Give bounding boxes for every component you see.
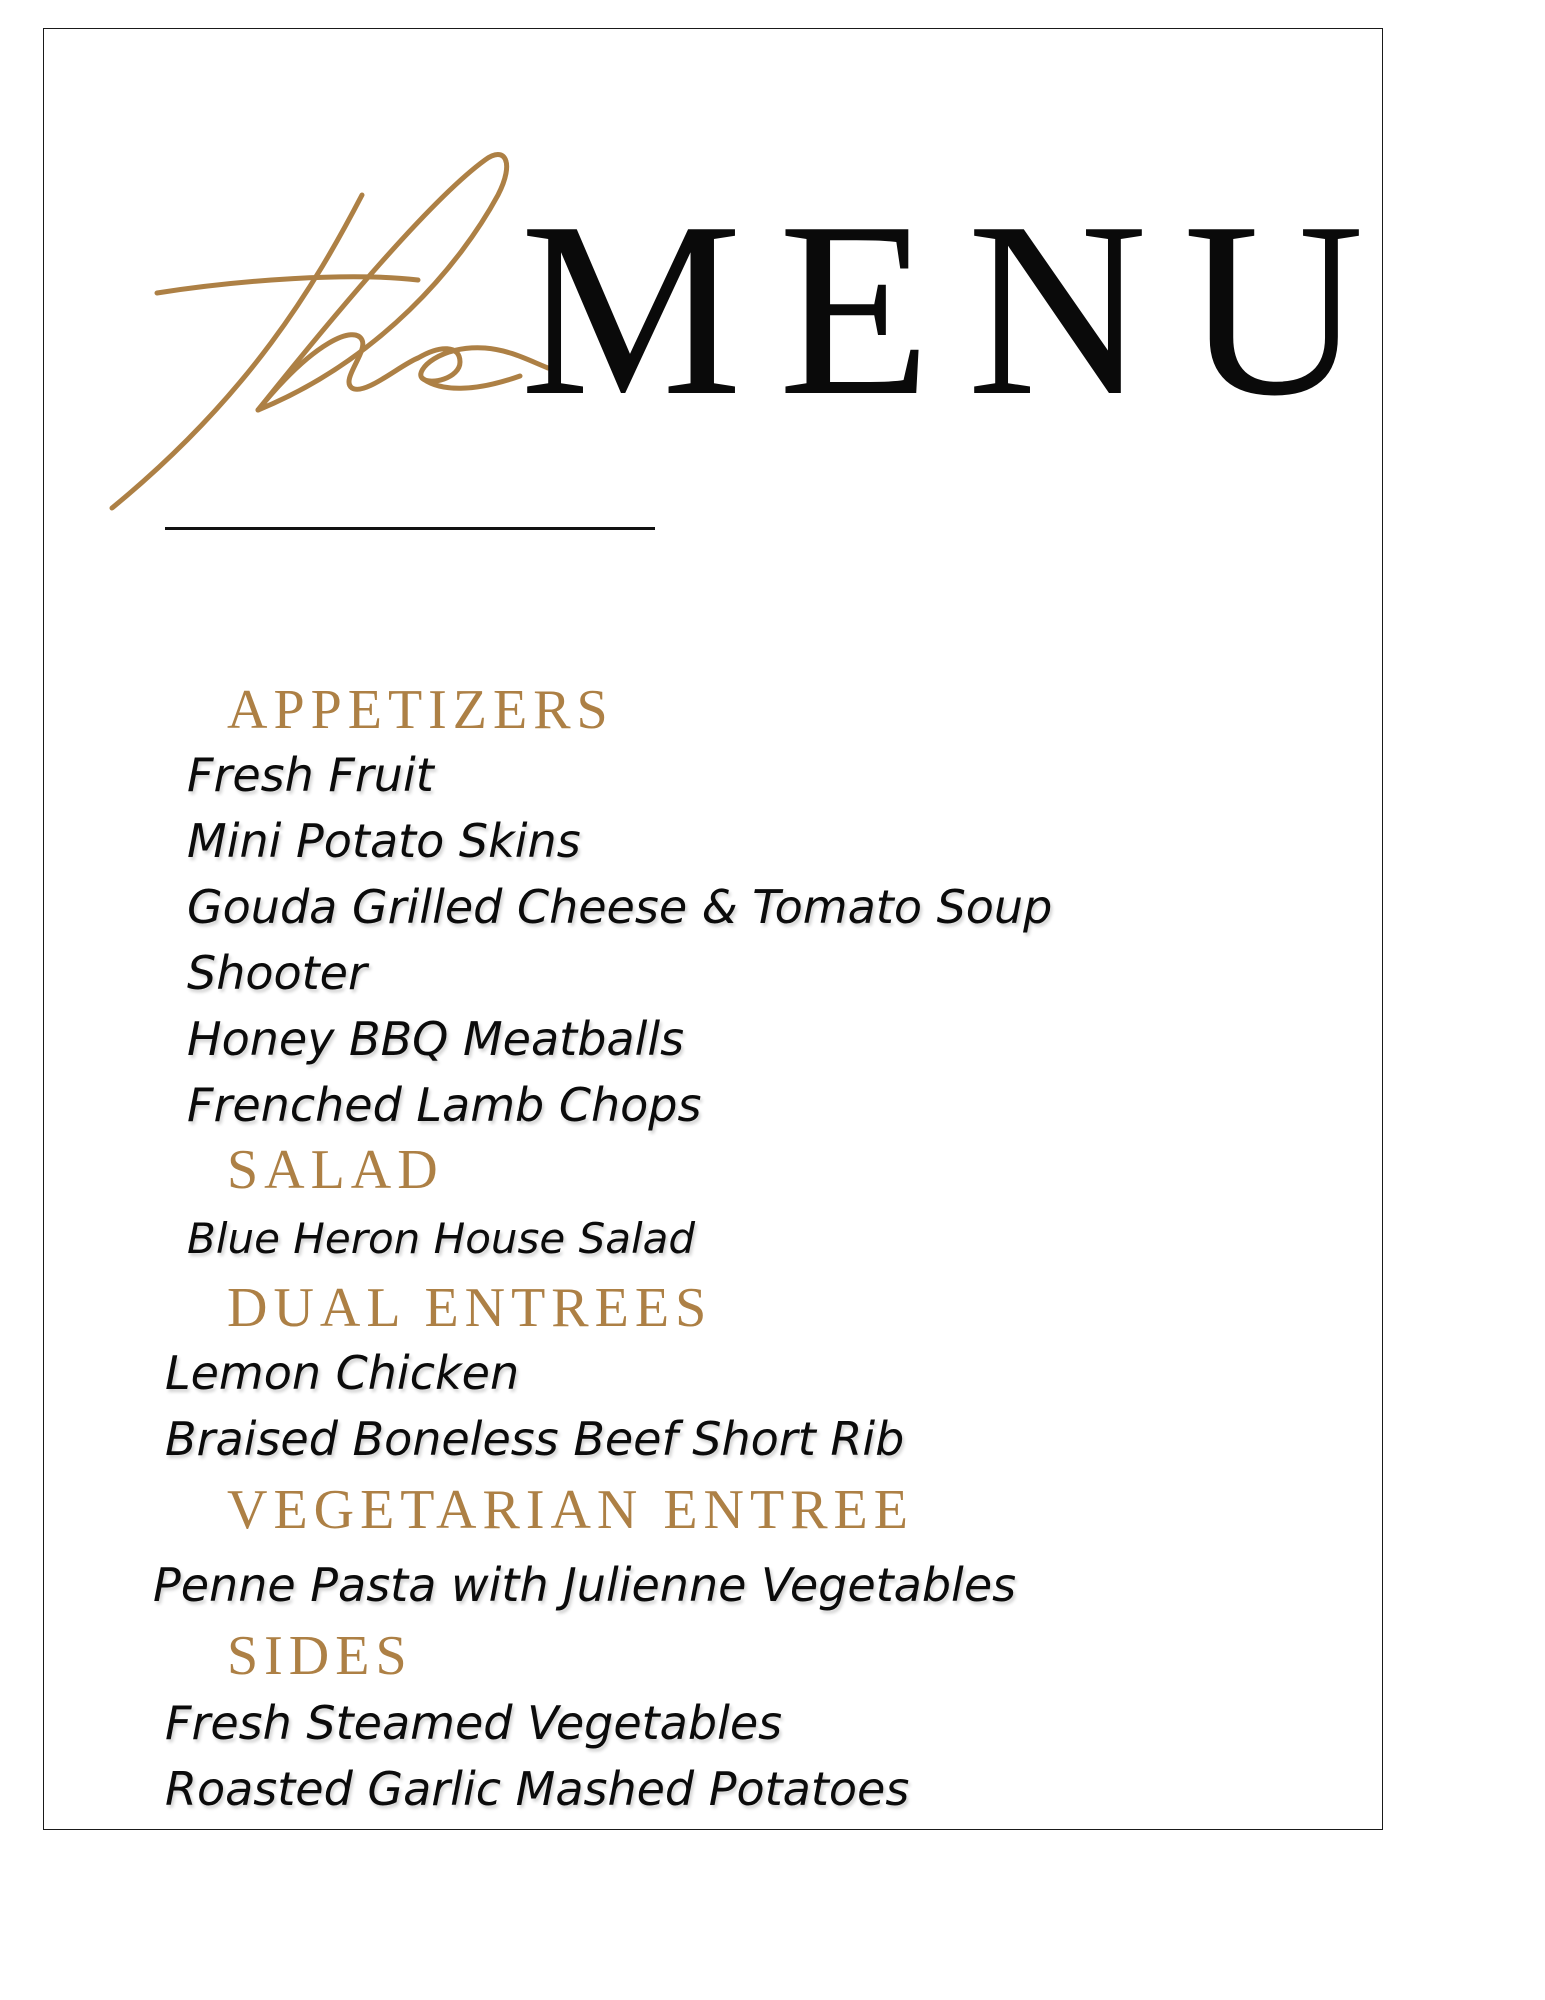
script-the-lettering [100, 140, 560, 530]
menu-item: Fresh Steamed Vegetables [165, 1696, 783, 1750]
menu-item: Frenched Lamb Chops [187, 1078, 702, 1132]
menu-item: Braised Boneless Beef Short Rib [165, 1412, 905, 1466]
title-divider [165, 527, 655, 530]
section-title-vegetarian-entree: VEGETARIAN ENTREE [227, 1479, 914, 1541]
menu-item: Blue Heron House Salad [187, 1214, 696, 1263]
menu-item: Honey BBQ Meatballs [187, 1012, 685, 1066]
menu-item: Mini Potato Skins [187, 814, 581, 868]
menu-item: Roasted Garlic Mashed Potatoes [165, 1762, 910, 1816]
menu-item: Penne Pasta with Julienne Vegetables [153, 1558, 1017, 1612]
menu-item: Lemon Chicken [165, 1346, 520, 1400]
menu-item: Fresh Fruit [187, 748, 434, 802]
section-title-appetizers: APPETIZERS [227, 679, 614, 741]
section-title-sides: SIDES [227, 1625, 413, 1687]
section-title-salad: SALAD [227, 1139, 444, 1201]
menu-item: Gouda Grilled Cheese & Tomato Soup [187, 880, 1053, 934]
menu-item: Shooter [187, 946, 367, 1000]
menu-title: MENU [520, 171, 1401, 448]
section-title-dual-entrees: DUAL ENTREES [227, 1277, 713, 1339]
